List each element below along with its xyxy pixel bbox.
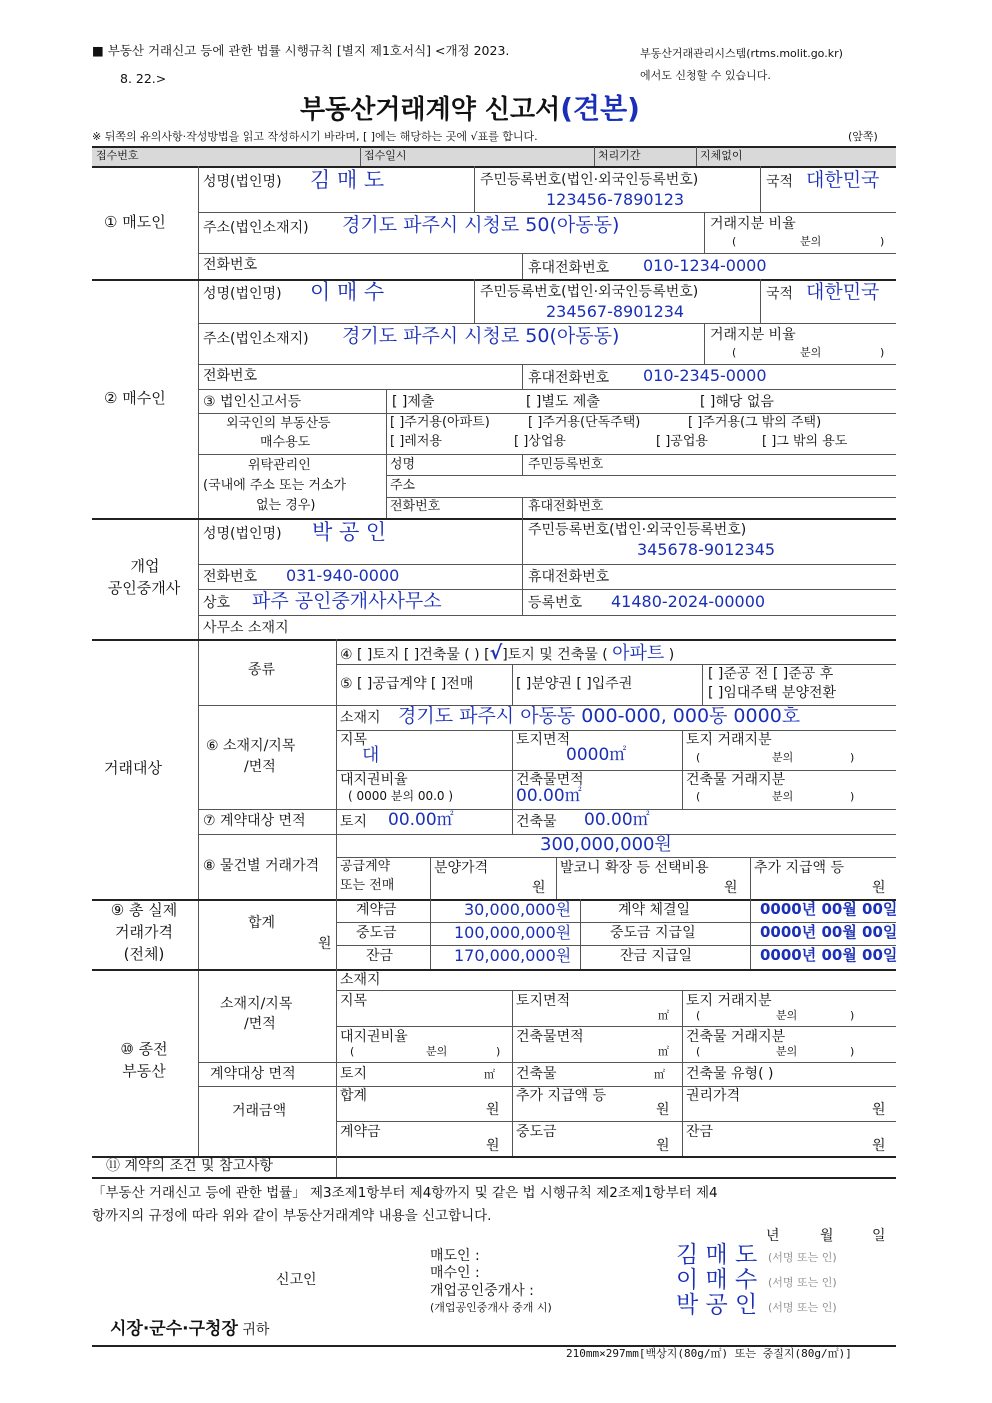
daeji-value: ( 0000 분의 00.0 ) xyxy=(348,789,454,803)
receipt-bar xyxy=(92,147,896,166)
seller-nation: 대한민국 xyxy=(806,169,880,191)
foreign-purpose-label-1: 외국인의 부동산등 xyxy=(226,416,331,431)
prior-bld-area-unit: ㎡ xyxy=(658,1045,669,1058)
jimok-label: 지목 xyxy=(340,732,368,748)
buyer-phone-label: 전화번호 xyxy=(203,368,258,384)
prior-middle-label: 중도금 xyxy=(516,1124,557,1140)
contract-land-label: 토지 xyxy=(340,814,368,830)
buyer-addr-label: 주소(법인소재지) xyxy=(203,331,309,347)
item-price-label: ⑧ 물건별 거래가격 xyxy=(203,858,320,874)
receipt-no-label: 접수번호 xyxy=(96,149,139,162)
trustee-name-label: 성명 xyxy=(390,457,416,472)
contract-date: 0000년 00월 00일 xyxy=(760,900,898,918)
seller-mobile: 010-1234-0000 xyxy=(643,256,767,275)
prior-bld-unit: ㎡ xyxy=(654,1068,665,1081)
balance-date-label: 잔금 지급일 xyxy=(620,948,693,964)
trustee-phone-label: 전화번호 xyxy=(390,499,441,514)
seller-phone-label: 전화번호 xyxy=(203,257,258,273)
agent-id: 345678-9012345 xyxy=(637,540,776,559)
middle-date-label: 중도금 지급일 xyxy=(610,925,696,941)
total-sum-label: 합계 xyxy=(248,915,276,931)
agent-phone: 031-940-0000 xyxy=(286,566,400,585)
deposit-label: 계약금 xyxy=(356,902,397,918)
decl-buyer-label: 매수인 : xyxy=(430,1265,480,1281)
balance-date: 0000년 00월 00일 xyxy=(760,946,898,964)
prior-bld-share-open: ( xyxy=(696,1045,701,1058)
decl-agent-note: (개업공인중개사 중개 시) xyxy=(430,1301,552,1314)
legal-basis-date: 8. 22.> xyxy=(120,71,167,86)
target-location: 경기도 파주시 아동동 000-000, 000동 0000호 xyxy=(398,705,801,727)
agent-section-label-1: 개업 xyxy=(130,557,160,575)
kind-value: 아파트 xyxy=(612,643,665,664)
seller-share-mid: 분의 xyxy=(800,235,822,248)
buyer-id: 234567-8901234 xyxy=(546,302,685,321)
agent-firm-label: 상호 xyxy=(203,595,231,611)
daeji-label: 대지권비율 xyxy=(340,772,408,788)
item-price: 300,000,000원 xyxy=(540,834,672,855)
kind-line-5c-2[interactable]: [ ]임대주택 분양전환 xyxy=(708,685,837,701)
prior-daeji-mid: 분의 xyxy=(426,1045,448,1058)
agent-id-label: 주민등록번호(법인·외국인등록번호) xyxy=(528,522,747,538)
prior-middle-won: 원 xyxy=(656,1138,670,1154)
conditions-label: ⑪ 계약의 조건 및 참고사항 xyxy=(106,1158,274,1174)
seller-nation-label: 국적 xyxy=(766,174,794,190)
foreign-opt-industrial[interactable]: [ ]공업용 xyxy=(656,434,708,449)
sale-price-won: 원 xyxy=(532,880,546,896)
buyer-sign-note: (서명 또는 인) xyxy=(768,1276,837,1289)
prior-land-label: 토지 xyxy=(340,1066,368,1082)
prior-sum-won: 원 xyxy=(486,1102,500,1118)
total-section-label-1: ⑨ 총 실제 xyxy=(110,901,178,919)
land-area-value: 0000㎡ xyxy=(566,745,627,765)
prior-daeji-open: ( xyxy=(350,1045,355,1058)
buyer-mobile-label: 휴대전화번호 xyxy=(528,370,610,386)
buyer-nation-label: 국적 xyxy=(766,286,794,302)
agent-signature: 박 공 인 xyxy=(676,1292,758,1318)
contract-bld-value: 00.00㎡ xyxy=(584,810,650,830)
prior-land-area-unit: ㎡ xyxy=(658,1009,669,1022)
bld-area-label: 건축물면적 xyxy=(516,772,584,788)
prior-sum-label: 합계 xyxy=(340,1088,368,1104)
prior-daeji-label: 대지권비율 xyxy=(340,1029,408,1045)
receipt-date-label: 접수일시 xyxy=(364,149,407,162)
buyer-signature: 이 매 수 xyxy=(676,1267,758,1293)
prior-contract-area-label: 계약대상 면적 xyxy=(210,1066,296,1082)
kind-label: 종류 xyxy=(248,662,276,678)
period-label: 처리기간 xyxy=(598,149,641,162)
trustee-label-2: (국내에 주소 또는 거소가 xyxy=(203,478,347,493)
bld-share-close: ) xyxy=(850,790,855,803)
balance-amount: 170,000,000원 xyxy=(454,946,572,965)
prior-balance-label: 잔금 xyxy=(686,1124,714,1140)
prior-bld-share-close: ) xyxy=(850,1045,855,1058)
supply-label-2: 또는 전매 xyxy=(340,878,395,893)
check-mark-icon: √ xyxy=(489,642,503,664)
agent-mobile-label: 휴대전화번호 xyxy=(528,569,610,585)
decl-agent-label: 개업공인중개사 : xyxy=(430,1283,534,1299)
extra-label: 추가 지급액 등 xyxy=(754,860,845,876)
prior-bld-share-label: 건축물 거래지분 xyxy=(686,1029,786,1045)
foreign-purpose-label-2: 매수용도 xyxy=(260,435,311,450)
balcony-label: 발코니 확장 등 선택비용 xyxy=(560,860,709,876)
corp-docs-label: ③ 법인신고서등 xyxy=(203,394,302,410)
prior-land-area-label: 토지면적 xyxy=(516,993,571,1009)
instruction-notice: ※ 뒤쪽의 유의사항·작성방법을 읽고 작성하시기 바라며, [ ]에는 해당하는 곳에 √표를 합니다. xyxy=(92,130,538,143)
addressee: 시장·군수·구청장 귀하 xyxy=(110,1319,270,1339)
contract-date-label: 계약 체결일 xyxy=(618,902,691,918)
prior-balance-won: 원 xyxy=(872,1138,886,1154)
deposit-amount: 30,000,000원 xyxy=(464,900,572,919)
kind-line-5c-1[interactable]: [ ]준공 전 [ ]준공 후 xyxy=(708,666,834,682)
foreign-opt-commercial[interactable]: [ ]상업용 xyxy=(514,434,566,449)
trustee-label-3: 없는 경우) xyxy=(256,498,316,513)
online-notice-2: 에서도 신청할 수 있습니다. xyxy=(640,69,771,82)
foreign-opt-other-house[interactable]: [ ]주거용(그 밖의 주택) xyxy=(688,415,822,430)
buyer-nation: 대한민국 xyxy=(806,281,880,303)
prior-daeji-close: ) xyxy=(496,1045,501,1058)
date-month: 월 xyxy=(820,1228,834,1244)
land-share-close: ) xyxy=(850,751,855,764)
contract-land-value: 00.00㎡ xyxy=(388,810,454,830)
target-loc-label: 소재지 xyxy=(340,710,381,726)
decl-seller-label: 매도인 : xyxy=(430,1248,480,1264)
loc-label-2: /면적 xyxy=(244,759,276,775)
prior-loc-label-2: /면적 xyxy=(244,1016,276,1032)
supply-label-1: 공급계약 xyxy=(340,859,391,874)
date-day: 일 xyxy=(872,1228,886,1244)
corp-opt-na[interactable]: [ ]해당 없음 xyxy=(700,394,774,410)
extra-won: 원 xyxy=(872,880,886,896)
prior-bld-type-label: 건축물 유형( ) xyxy=(686,1066,774,1082)
buyer-mobile: 010-2345-0000 xyxy=(643,366,767,385)
seller-id: 123456-7890123 xyxy=(546,190,685,209)
trustee-id-label: 주민등록번호 xyxy=(528,457,604,472)
agent-office-label: 사무소 소재지 xyxy=(203,620,289,636)
buyer-share-mid: 분의 xyxy=(800,346,822,359)
prior-bld-label: 건축물 xyxy=(516,1066,557,1082)
agent-firm: 파주 공인중개사사무소 xyxy=(252,590,442,612)
kind-line-5b[interactable]: [ ]분양권 [ ]입주권 xyxy=(516,676,633,692)
seller-name-label: 성명(법인명) xyxy=(203,174,282,190)
land-share-mid: 분의 xyxy=(772,751,794,764)
agent-reg-label: 등록번호 xyxy=(528,595,583,611)
seller-share-close: ) xyxy=(880,235,885,248)
seller-id-label: 주민등록번호(법인·외국인등록번호) xyxy=(480,172,699,188)
total-section-label-3: (전체) xyxy=(123,945,165,963)
declarant-label: 신고인 xyxy=(276,1272,317,1288)
foreign-opt-leisure[interactable]: [ ]레저용 xyxy=(390,434,442,449)
prior-bld-area-label: 건축물면적 xyxy=(516,1029,584,1045)
prior-bld-share-mid: 분의 xyxy=(776,1045,798,1058)
seller-section-label: ① 매도인 xyxy=(104,213,166,231)
prior-extra-label: 추가 지급액 등 xyxy=(516,1088,607,1104)
prior-rights-label: 권리가격 xyxy=(686,1088,741,1104)
agent-section-label-2: 공인중개사 xyxy=(107,579,181,597)
seller-addr-label: 주소(법인소재지) xyxy=(203,220,309,236)
sale-price-label: 분양가격 xyxy=(434,860,489,876)
seller-signature: 김 매 도 xyxy=(676,1242,758,1268)
bld-area-value: 00.00㎡ xyxy=(516,786,582,806)
kind-line-4: ④ [ ]토지 [ ]건축물 ( ) [√]토지 및 건축물 ( 아파트 ) xyxy=(340,642,675,664)
page-title: 부동산거래계약 신고서(견본) xyxy=(300,92,640,125)
prior-jimok-label: 지목 xyxy=(340,993,368,1009)
seller-address: 경기도 파주시 시청로 50(아동동) xyxy=(342,214,620,236)
buyer-share-open: ( xyxy=(732,346,737,359)
buyer-name-label: 성명(법인명) xyxy=(203,286,282,302)
buyer-address: 경기도 파주시 시청로 50(아동동) xyxy=(342,325,620,347)
date-year: 년 xyxy=(766,1228,780,1244)
land-share-label: 토지 거래지분 xyxy=(686,732,772,748)
foreign-opt-apt[interactable]: [ ]주거용(아파트) xyxy=(390,415,490,430)
prior-section-label-1: ⑩ 종전 xyxy=(120,1040,168,1058)
online-notice-1: 부동산거래관리시스템(rtms.molit.go.kr) xyxy=(640,47,843,60)
agent-reg-no: 41480-2024-00000 xyxy=(611,592,766,611)
corp-opt-separate[interactable]: [ ]별도 제출 xyxy=(526,394,600,410)
total-sum-won: 원 xyxy=(318,936,332,952)
land-share-open: ( xyxy=(696,751,701,764)
land-area-label: 토지면적 xyxy=(516,732,571,748)
seller-mobile-label: 휴대전화번호 xyxy=(528,260,610,276)
prior-deposit-won: 원 xyxy=(486,1138,500,1154)
seller-sign-note: (서명 또는 인) xyxy=(768,1251,837,1264)
contract-bld-label: 건축물 xyxy=(516,814,557,830)
prior-amount-label: 거래금액 xyxy=(232,1103,287,1119)
jimok-value: 대 xyxy=(362,745,380,766)
page-side: (앞쪽) xyxy=(848,130,878,143)
balcony-won: 원 xyxy=(724,880,738,896)
prior-land-share-open: ( xyxy=(696,1009,701,1022)
agent-sign-note: (서명 또는 인) xyxy=(768,1301,837,1314)
foreign-opt-other[interactable]: [ ]그 밖의 용도 xyxy=(762,434,848,449)
middle-date: 0000년 00월 00일 xyxy=(760,923,898,941)
target-section-label: 거래대상 xyxy=(104,759,162,777)
loc-label-1: ⑥ 소재지/지목 xyxy=(206,738,296,754)
declaration-text-2: 항까지의 규정에 따라 위와 같이 부동산거래계약 내용을 신고합니다. xyxy=(92,1208,492,1224)
legal-basis: ■ 부동산 거래신고 등에 관한 법률 시행규칙 [별지 제1호서식] <개정 2023. xyxy=(92,43,510,58)
prior-extra-won: 원 xyxy=(656,1102,670,1118)
declaration-text-1: 「부동산 거래신고 등에 관한 법률」 제3조제1항부터 제4항까지 및 같은 법 시행규칙 제2조제1항부터 제4 xyxy=(92,1185,718,1201)
seller-name: 김 매 도 xyxy=(310,168,385,192)
agent-name-label: 성명(법인명) xyxy=(203,526,282,542)
middle-label: 중도금 xyxy=(356,925,397,941)
bld-share-mid: 분의 xyxy=(772,790,794,803)
agent-phone-label: 전화번호 xyxy=(203,569,258,585)
kind-line-5[interactable]: ⑤ [ ]공급계약 [ ]전매 xyxy=(340,676,474,692)
seller-share-label: 거래지분 비율 xyxy=(710,216,796,232)
period-value: 지체없이 xyxy=(700,149,743,162)
total-section-label-2: 거래가격 xyxy=(115,923,173,941)
paper-spec: 210mm×297mm[백상지(80g/㎡) 또는 중질지(80g/㎡)] xyxy=(566,1347,852,1360)
sample-tag: (견본) xyxy=(560,92,640,125)
prior-land-share-close: ) xyxy=(850,1009,855,1022)
buyer-id-label: 주민등록번호(법인·외국인등록번호) xyxy=(480,284,699,300)
prior-section-label-2: 부동산 xyxy=(122,1062,166,1080)
agent-name: 박 공 인 xyxy=(312,520,387,544)
trustee-label-1: 위탁관리인 xyxy=(248,458,311,473)
prior-loc-label-1: 소재지/지목 xyxy=(220,996,293,1012)
prior-land-unit: ㎡ xyxy=(484,1068,495,1081)
buyer-section-label: ② 매수인 xyxy=(104,389,166,407)
balance-label: 잔금 xyxy=(366,948,394,964)
corp-opt-submit[interactable]: [ ]제출 xyxy=(392,394,435,410)
bld-share-open: ( xyxy=(696,790,701,803)
prior-land-share-label: 토지 거래지분 xyxy=(686,993,772,1009)
trustee-mobile-label: 휴대전화번호 xyxy=(528,499,604,514)
buyer-share-label: 거래지분 비율 xyxy=(710,327,796,343)
prior-rights-won: 원 xyxy=(872,1102,886,1118)
prior-land-share-mid: 분의 xyxy=(776,1009,798,1022)
seller-share-open: ( xyxy=(732,235,737,248)
foreign-opt-house[interactable]: [ ]주거용(단독주택) xyxy=(528,415,641,430)
trustee-addr-label: 주소 xyxy=(390,478,416,493)
buyer-share-close: ) xyxy=(880,346,885,359)
middle-amount: 100,000,000원 xyxy=(454,923,572,942)
buyer-name: 이 매 수 xyxy=(310,280,385,304)
prior-deposit-label: 계약금 xyxy=(340,1124,381,1140)
prior-loc-label: 소재지 xyxy=(340,972,381,988)
bld-share-label: 건축물 거래지분 xyxy=(686,772,786,788)
contract-area-label: ⑦ 계약대상 면적 xyxy=(203,813,306,829)
